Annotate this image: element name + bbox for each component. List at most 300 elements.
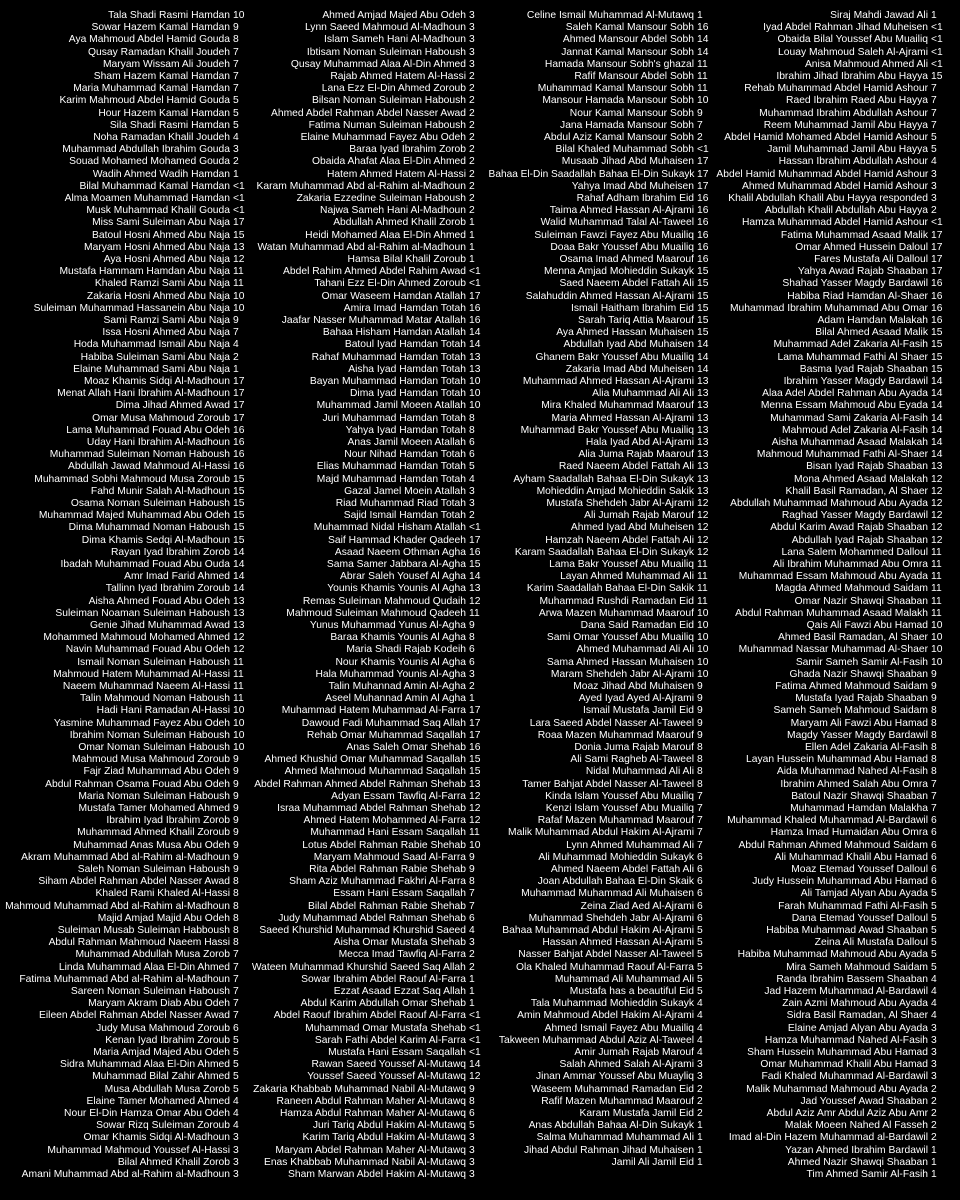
person-age: 3 [697,1071,703,1083]
person-name: Amir Jumah Rajab Marouf [574,1047,694,1058]
person-age: 7 [931,778,937,790]
person-age: <1 [697,144,709,156]
person-name: Raneen Abdul Rahman Maher Al-Mutawq [276,1095,466,1107]
person-name: Muhammad Bilal Zahir Ahmed [92,1071,230,1083]
person-age: 9 [469,620,475,631]
person-name: Majd Muhammad Hamdan Totah [316,473,466,485]
person-name: Akram Muhammad Abd al-Rahim al-Madhoun [21,851,230,863]
person-age: 2 [931,1120,937,1132]
person-age: 3 [469,1144,475,1156]
person-name: Ibrahim Iyad Ibrahim Zorob [106,815,230,827]
person-name: Yunus Muhammad Yunus Al-Agha [309,620,466,631]
person-name: Salah Ahmed Salah Al-Ajrami [559,1059,694,1071]
person-age: 14 [697,34,709,46]
person-age: <1 [469,522,481,534]
person-age: 6 [931,815,937,827]
person-age: 13 [469,778,481,790]
person-name: Hour Hazem Kamal Hamdan [98,107,230,119]
person-name: Walid Muhammad Talal Al-Taweel [540,217,694,229]
person-age: 5 [233,107,239,119]
person-age: 7 [233,973,239,985]
person-name: Ismail Noman Suleiman Haboush [77,656,230,668]
person-name: Muhammad Ibrahim Abdullah Ashour [759,107,928,119]
person-name: Ahmed Muhammad Ali Ali [576,644,694,656]
person-name: Mecca Imad Tawfiq Al-Farra [338,949,466,961]
person-age: 14 [697,46,709,58]
person-name: Hamza Abdul Rahman Maher Al-Mutawq [279,1108,466,1119]
person-name: Suleiman Fawzi Fayez Abu Muailiq [534,229,694,241]
person-name: Moaz Jihad Abd Muhaisen [573,681,694,692]
person-age: 17 [233,400,245,412]
person-name: Mira Khaled Muhammad Maarouf [541,400,694,412]
person-age: 15 [931,327,943,339]
person-name: Lana Ezz El-Din Ahmed Zoroub [321,83,466,95]
person-age: 8 [233,900,239,912]
person-age: 2 [233,156,239,168]
person-name: Lama Muhammad Fouad Abu Odeh [66,424,230,436]
person-age: 2 [697,132,703,143]
person-name: Roaa Mazen Muhammad Maarouf [537,729,694,741]
person-age: 5 [469,1120,475,1132]
person-age: 9 [697,681,703,692]
person-age: 16 [233,424,245,436]
person-name: Watan Muhammad Abd al-Rahim al-Madhoun [257,241,466,253]
person-age: 8 [233,937,239,949]
person-name: Moaz Khamis Sidqi Al-Madhoun [84,376,230,387]
person-name: Ahmed Nazir Shawqi Shaaban [787,1156,928,1168]
person-name: Nour Khamis Younis Al Agha [335,656,466,668]
person-name: Yasmine Muhammad Fayez Abu Odeh [53,717,230,729]
person-age: 13 [697,461,709,473]
person-name: Muhammad Abdullah Ibrahim Gouda [62,144,230,156]
person-age: <1 [931,46,943,58]
person-age: 16 [931,278,943,290]
person-name: Asaad Naeem Othman Agha [334,546,466,558]
person-name: Sila Shadi Rasmi Hamdan [109,119,230,131]
person-name: Tallinn Iyad Ibrahim Zoroub [105,583,230,595]
person-age: 5 [931,937,937,949]
person-age: 8 [931,729,937,741]
person-name: Yahya Awad Rajab Shaaban [797,266,928,278]
person-name: Abdel Hamid Muhammad Abdel Hamid Ashour [716,168,928,180]
person-age: 7 [233,58,239,70]
person-age: 8 [931,754,937,766]
person-name: Zain Azmi Mahmoud Abu Ayada [782,998,928,1010]
person-age: 8 [931,742,937,753]
person-name: Ismail Haitham Ibrahim Eid [570,302,694,314]
list-item [714,1167,948,1182]
person-age: 9 [931,668,937,680]
person-age: 13 [931,461,943,473]
person-name: Joan Abdullah Bahaa El-Din Skaik [537,876,694,888]
person-name: Omar Musa Mahmoud Zoroub [92,412,230,424]
person-age: 4 [233,339,239,351]
person-name: Abdel Rahman Ahmed Abdel Rahman Shehab [254,778,466,790]
person-age: 13 [233,241,245,253]
person-name: Ali Muhammad Khalil Abu Hamad [774,851,928,863]
person-age: 15 [233,534,245,546]
person-age: 12 [697,534,709,546]
person-name: Fahd Munir Salah Al-Madhoun [90,485,230,497]
person-name: Hatem Ahmed Hatem Al-Hassi [326,168,466,180]
person-age: 2 [469,205,475,217]
person-name: Muhammad Sami Zakaria Al-Fasih [770,412,928,424]
person-name: Malak Moeen Nahed Al Fasseh [784,1120,928,1132]
person-age: 7 [697,827,703,839]
person-name: Sami Ramzi Sami Abu Naja [103,315,230,326]
person-name: Ahmed Naeem Abdel Fattah Ali [550,864,694,875]
person-age: 13 [697,485,709,497]
person-age: 6 [931,851,937,863]
person-name: Louay Mahmoud Saleh Al-Ajrami [778,46,928,58]
person-age: 14 [931,376,943,387]
person-age: <1 [469,1034,481,1046]
person-name: Muhammad Hamdan Malakha [790,803,928,814]
person-name: Layan Ahmed Muhammad Ali [560,571,694,583]
person-age: 10 [233,742,245,753]
person-name: Mahmoud Suleiman Mahmoud Qadeeh [286,607,466,619]
person-name: Anas Saleh Omar Shehab [346,742,466,753]
person-age: 3 [469,34,475,46]
person-age: 13 [233,620,245,631]
person-age: 6 [697,888,703,900]
person-name: Jannat Kamal Mansour Sobh [561,46,694,58]
person-age: 1 [697,1120,703,1132]
person-age: 7 [233,71,239,82]
person-name: Abdul Karim Abdullah Omar Shehab [300,998,466,1010]
person-age: 16 [697,229,709,241]
person-age: 6 [931,876,937,888]
person-age: 4 [469,473,475,485]
person-name: Ali Muhammad Mohieddin Sukayk [538,851,694,863]
person-name: Alaa Adel Abdel Rahman Abu Ayada [762,388,928,400]
person-name: Doaa Bakr Youssef Abu Muailiq [550,241,694,253]
person-name: Ahmed Mahmoud Muhammad Saqallah [284,766,466,778]
person-age: 3 [931,1047,937,1058]
person-age: 7 [931,107,937,119]
person-name: Arwa Mazen Muhammad Maarouf [538,607,694,619]
person-name: Ahmed Khushid Omar Muhammad Saqallah [264,754,466,766]
person-name: Randa Ibrahim Bassem Shaaban [776,973,928,985]
person-name: Sami Omar Youssef Abu Muailiq [546,632,694,644]
person-name: Muhammad Kamal Mansour Sobh [537,83,694,95]
person-age: 12 [931,534,943,546]
person-age: 9 [233,815,239,827]
person-age: 11 [697,583,708,595]
person-name: Ibtisam Noman Suleiman Haboush [306,46,466,58]
person-age: 7 [697,815,703,827]
person-age: <1 [931,217,943,229]
person-name: Omar Waseem Hamdan Atallah [321,290,466,302]
person-name: Muhammad Jamil Moeen Atallah [316,400,466,412]
person-name: Obaida Bilal Youssef Abu Muailiq [777,34,928,46]
person-name: Lara Saeed Abdel Nasser Al-Taweel [529,717,694,729]
person-age: 14 [697,339,709,351]
person-name: Abdel Hamid Mohamed Abdel Hamid Ashour [724,132,928,143]
person-name: Abdul Rahman Ahmed Mahmoud Saidam [738,839,928,851]
person-name: Ghada Nazir Shawqi Shaaban [789,668,928,680]
person-name: Sarah Tariq Attia Maarouf [577,315,694,326]
person-name: Maria Ahmed Hassan Al-Ajrami [551,412,694,424]
person-name: Ahmed Basil Ramadan, Al Shaer [778,632,928,644]
person-age: <1 [233,205,245,217]
person-name: Amr Imad Farid Ahmed [124,571,230,583]
person-age: 11 [233,693,244,705]
person-name: Hala Iyad Abd Al-Ajrami [585,437,694,448]
person-age: 15 [931,71,943,82]
person-age: 8 [233,888,239,900]
person-age: 16 [469,742,481,753]
person-name: Judy Musa Mahmoud Zoroub [96,1022,230,1034]
person-age: 7 [233,961,239,973]
person-age: 7 [233,46,239,58]
person-name: Amira Imad Hamdan Totah [343,302,466,314]
person-age: 16 [697,22,709,34]
person-age: 3 [931,1071,937,1083]
person-age: 17 [931,241,943,253]
person-age: 2 [469,95,475,107]
person-age: 5 [931,949,937,961]
person-name: Abdul Aziz Kamal Mansour Sobh [544,132,694,143]
person-name: Muhammad Adel Zakaria Al-Fasih [773,339,928,351]
person-name: Saed Naeem Abdel Fattah Ali [559,278,694,290]
person-age: 14 [233,559,245,570]
person-age: 8 [931,705,937,717]
person-age: 5 [931,132,937,143]
person-age: 13 [697,424,709,436]
person-name: Ali Tamjad Alyan Abu Ayada [800,888,928,900]
person-age: 2 [469,193,475,204]
person-name: Raed Ibrahim Raed Abu Hayya [786,95,928,107]
person-name: Hamza Muhammad Abdel Hamid Ashour [741,217,928,229]
person-age: 1 [697,1144,703,1156]
person-name: Amin Mahmoud Abdel Hakim Al-Ajrami [517,1010,694,1022]
person-name: Abdel Rahim Ahmed Abdel Rahim Awad [283,266,466,278]
person-name: Aisha Iyad Hamdan Totah [348,363,466,375]
person-age: 7 [233,83,239,95]
person-age: 9 [697,729,703,741]
person-age: 7 [931,790,937,802]
person-name: Maryam Abdel Rahman Maher Al-Mutawq [275,1144,466,1156]
person-age: 11 [233,656,244,668]
person-name: Anas Jamil Moeen Atallah [347,437,466,448]
person-age: 15 [469,559,481,570]
person-name: Bahaa El-Din Saadallah Bahaa El-Din Sukayk [488,168,694,180]
person-name: Yahya Iyad Hamdan Totah [345,424,466,436]
person-name: Hala Muhammad Younis Al-Agha [315,668,466,680]
person-name: Mustafa Tamer Mohamed Ahmed [78,803,230,814]
person-name: Omar Nazir Shawqi Shaaban [794,595,928,607]
person-age: 16 [233,437,245,448]
person-name: Jihad Abdul Rahman Jihad Muhaisen [523,1144,694,1156]
person-name: Rafif Mansour Abdel Sobh [574,71,694,82]
person-name: Elaine Muhammad Fayez Abu Odeh [300,132,466,143]
person-name: Rawan Saeed Youssef Al-Mutawq [311,1059,466,1071]
person-name: Raghad Yasser Magdy Bardawil [781,510,928,522]
person-age: 2 [697,1095,703,1107]
person-age: 2 [469,107,475,119]
person-age: 16 [931,290,943,302]
person-age: 6 [469,656,475,668]
person-age: 9 [233,851,239,863]
person-age: 15 [233,473,245,485]
person-age: 8 [697,754,703,766]
person-age: 12 [697,498,709,509]
person-age: 4 [233,132,239,143]
person-age: 15 [233,522,245,534]
person-name: Fadi Khaled Muhammad Al-Bardawil [761,1071,928,1083]
person-age: 12 [469,803,481,814]
person-age: 14 [233,546,245,558]
person-age: 16 [697,193,709,204]
person-name: Souad Mohamed Mohamed Gouda [69,156,230,168]
person-age: 6 [697,851,703,863]
person-age: 12 [233,254,245,265]
person-age: 10 [931,632,943,644]
person-name: Tim Ahmed Samir Al-Fasih [806,1169,928,1180]
person-age: 10 [931,620,943,631]
person-name: Maria Noman Suleiman Haboush [78,790,230,802]
person-name: Dawoud Fadi Muhammad Saq Allah [301,717,466,729]
person-name: Qais Ali Fawzi Abu Hamad [806,620,928,631]
person-age: 14 [931,400,943,412]
person-age: 1 [469,998,475,1010]
person-name: Alia Juma Rajab Maarouf [578,449,694,461]
person-name: Abdullah Jawad Mahmoud Al-Hassi [68,461,230,473]
person-name: Issa Hosni Ahmed Abu Naja [102,327,230,339]
person-age: 3 [469,46,475,58]
person-name: Juri Tariq Abdul Hakim Al-Mutawq [312,1120,466,1132]
person-age: 11 [469,607,480,619]
person-age: 2 [697,1108,703,1119]
person-age: 13 [697,412,709,424]
person-age: 1 [469,229,475,241]
person-age: 11 [931,571,942,583]
person-name: Abdullah Muhammad Mahmoud Abu Ayada [730,498,928,509]
person-name: Muhammad Nidal Hisham Atallah [313,522,466,534]
person-age: 16 [697,205,709,217]
person-age: 2 [469,949,475,961]
person-name: Maryam Mahmoud Saad Al-Farra [313,851,466,863]
person-age: 6 [697,900,703,912]
person-name: Bilsan Noman Suleiman Haboush [312,95,466,107]
person-age: 12 [469,815,481,827]
person-age: 5 [697,949,703,961]
person-age: 2 [233,351,239,363]
person-name: Kinda Islam Youssef Abu Muailiq [545,790,694,802]
person-age: <1 [469,266,481,278]
person-age: 15 [233,485,245,497]
person-age: 9 [233,315,239,326]
person-name: Habiba Suleiman Sami Abu Naja [80,351,230,363]
person-name: Jad Hazem Muhammad Al-Bardawil [764,986,928,997]
person-age: 10 [697,644,709,656]
person-age: 4 [697,1022,703,1034]
person-name: Amani Muhammad Abd al-Rahim al-Madhoun [21,1169,230,1180]
person-name: Karim Saadallah Bahaa El-Din Sakik [526,583,694,595]
person-name: Khaled Rami Khaled Al-Hassi [95,888,230,900]
person-name: Sowar Hazem Kamal Hamdan [91,22,230,34]
person-age: 3 [469,1156,475,1168]
person-age: 7 [233,327,239,339]
person-name: Jamil Muhammad Jamil Abu Hayya [767,144,928,156]
person-name: Adam Hamdan Malakah [817,315,928,326]
person-name: Raed Naeem Abdel Fattah Ali [558,461,694,473]
person-name: Salahuddin Ahmed Hassan Al-Ajrami [525,290,694,302]
person-age: 11 [233,681,244,692]
person-name: Menat Allah Hani Ibrahim Al-Madhoun [57,388,230,400]
person-name: Rehab Omar Muhammad Saqallah [306,729,466,741]
person-name: Muhammad Omar Mustafa Shehab [305,1022,466,1034]
person-name: Ahmed Mansour Abdel Sobh [562,34,694,46]
person-name: Ali Sami Ragheb Al-Taweel [570,754,694,766]
person-age: 5 [697,925,703,936]
person-age: 4 [233,1108,239,1119]
person-name: Magdy Yasser Magdy Bardawil [787,729,928,741]
person-name: Bilal Khaled Muhammad Sobh [555,144,694,156]
person-name: Muhammad Ibrahim Muhammad Abu Omar [729,302,928,314]
person-name: Aisha Muhammad Asaad Malakah [771,437,928,448]
person-name: Ahmed Hatem Mohammed Al-Farra [303,815,466,827]
person-name: Mona Ahmed Asaad Malakah [794,473,928,485]
person-name: Takween Muhammad Abdul Aziz Al-Taweel [498,1034,694,1046]
person-age: 11 [931,583,942,595]
person-name: Youssef Saeed Youssef Al-Mutawq [307,1071,466,1083]
person-name: Tala Muhammad Mohieddin Sukayk [530,998,694,1010]
person-age: 11 [931,546,942,558]
person-name: Qusay Ramadan Khalil Joudeh [88,46,230,58]
person-age: 3 [931,1022,937,1034]
person-age: 15 [469,754,481,766]
person-name: Muhammad Majed Muhammad Abu Odeh [38,510,230,522]
person-age: 6 [469,449,475,461]
person-name: Nour El-Din Hamza Omar Abu Odeh [64,1108,230,1119]
person-name: Bilal Muhammad Kamal Hamdan [79,180,230,192]
person-age: 5 [233,1071,239,1083]
person-age: 6 [233,1022,239,1034]
person-name: Obaida Ahafat Alaa El-Din Ahmed [312,156,466,168]
person-age: 5 [469,461,475,473]
person-name: Karim Tariq Abdul Hakim Al-Mutawq [302,1132,466,1144]
person-age: 10 [233,729,245,741]
person-age: 11 [697,71,708,82]
person-name: Muhammad Sobhi Mahmoud Musa Zoroub [34,473,230,485]
person-age: 15 [697,302,709,314]
person-name: Majid Amjad Majid Abu Odeh [97,912,230,924]
person-age: 14 [697,363,709,375]
person-name: Abdel Raouf Ibrahim Abdel Raouf Al-Farra [273,1010,466,1022]
person-name: Siraj Mahdi Jawad Ali [830,10,928,21]
person-age: 7 [931,95,937,107]
person-name: Abdul Rahman Osama Fouad Abu Odeh [45,778,230,790]
person-age: <1 [469,1047,481,1058]
person-name: Sareen Noman Suleiman Haboush [70,986,230,997]
person-age: 3 [469,498,475,509]
person-name: Maria Muhammad Kamal Hamdan [73,83,230,95]
person-name: Maryam Wissam Ali Joudeh [102,58,230,70]
person-age: 10 [697,632,709,644]
person-name: Menna Essam Mahmoud Abu Eyada [760,400,928,412]
person-name: Ahmed Iyad Abd Muheisen [570,522,694,534]
person-age: 15 [931,339,943,351]
person-name: Zakaria Khabbab Muhammad Nabil Al-Mutawq [253,1083,466,1095]
person-age: 1 [469,241,475,253]
person-age: 10 [233,717,245,729]
person-age: 9 [233,22,239,34]
person-name: Omar Ahmed Hussein Daloul [795,241,928,253]
person-name: Karam Muhammad Abd al-Rahim al-Madhoun [256,180,466,192]
person-age: 15 [233,498,245,509]
